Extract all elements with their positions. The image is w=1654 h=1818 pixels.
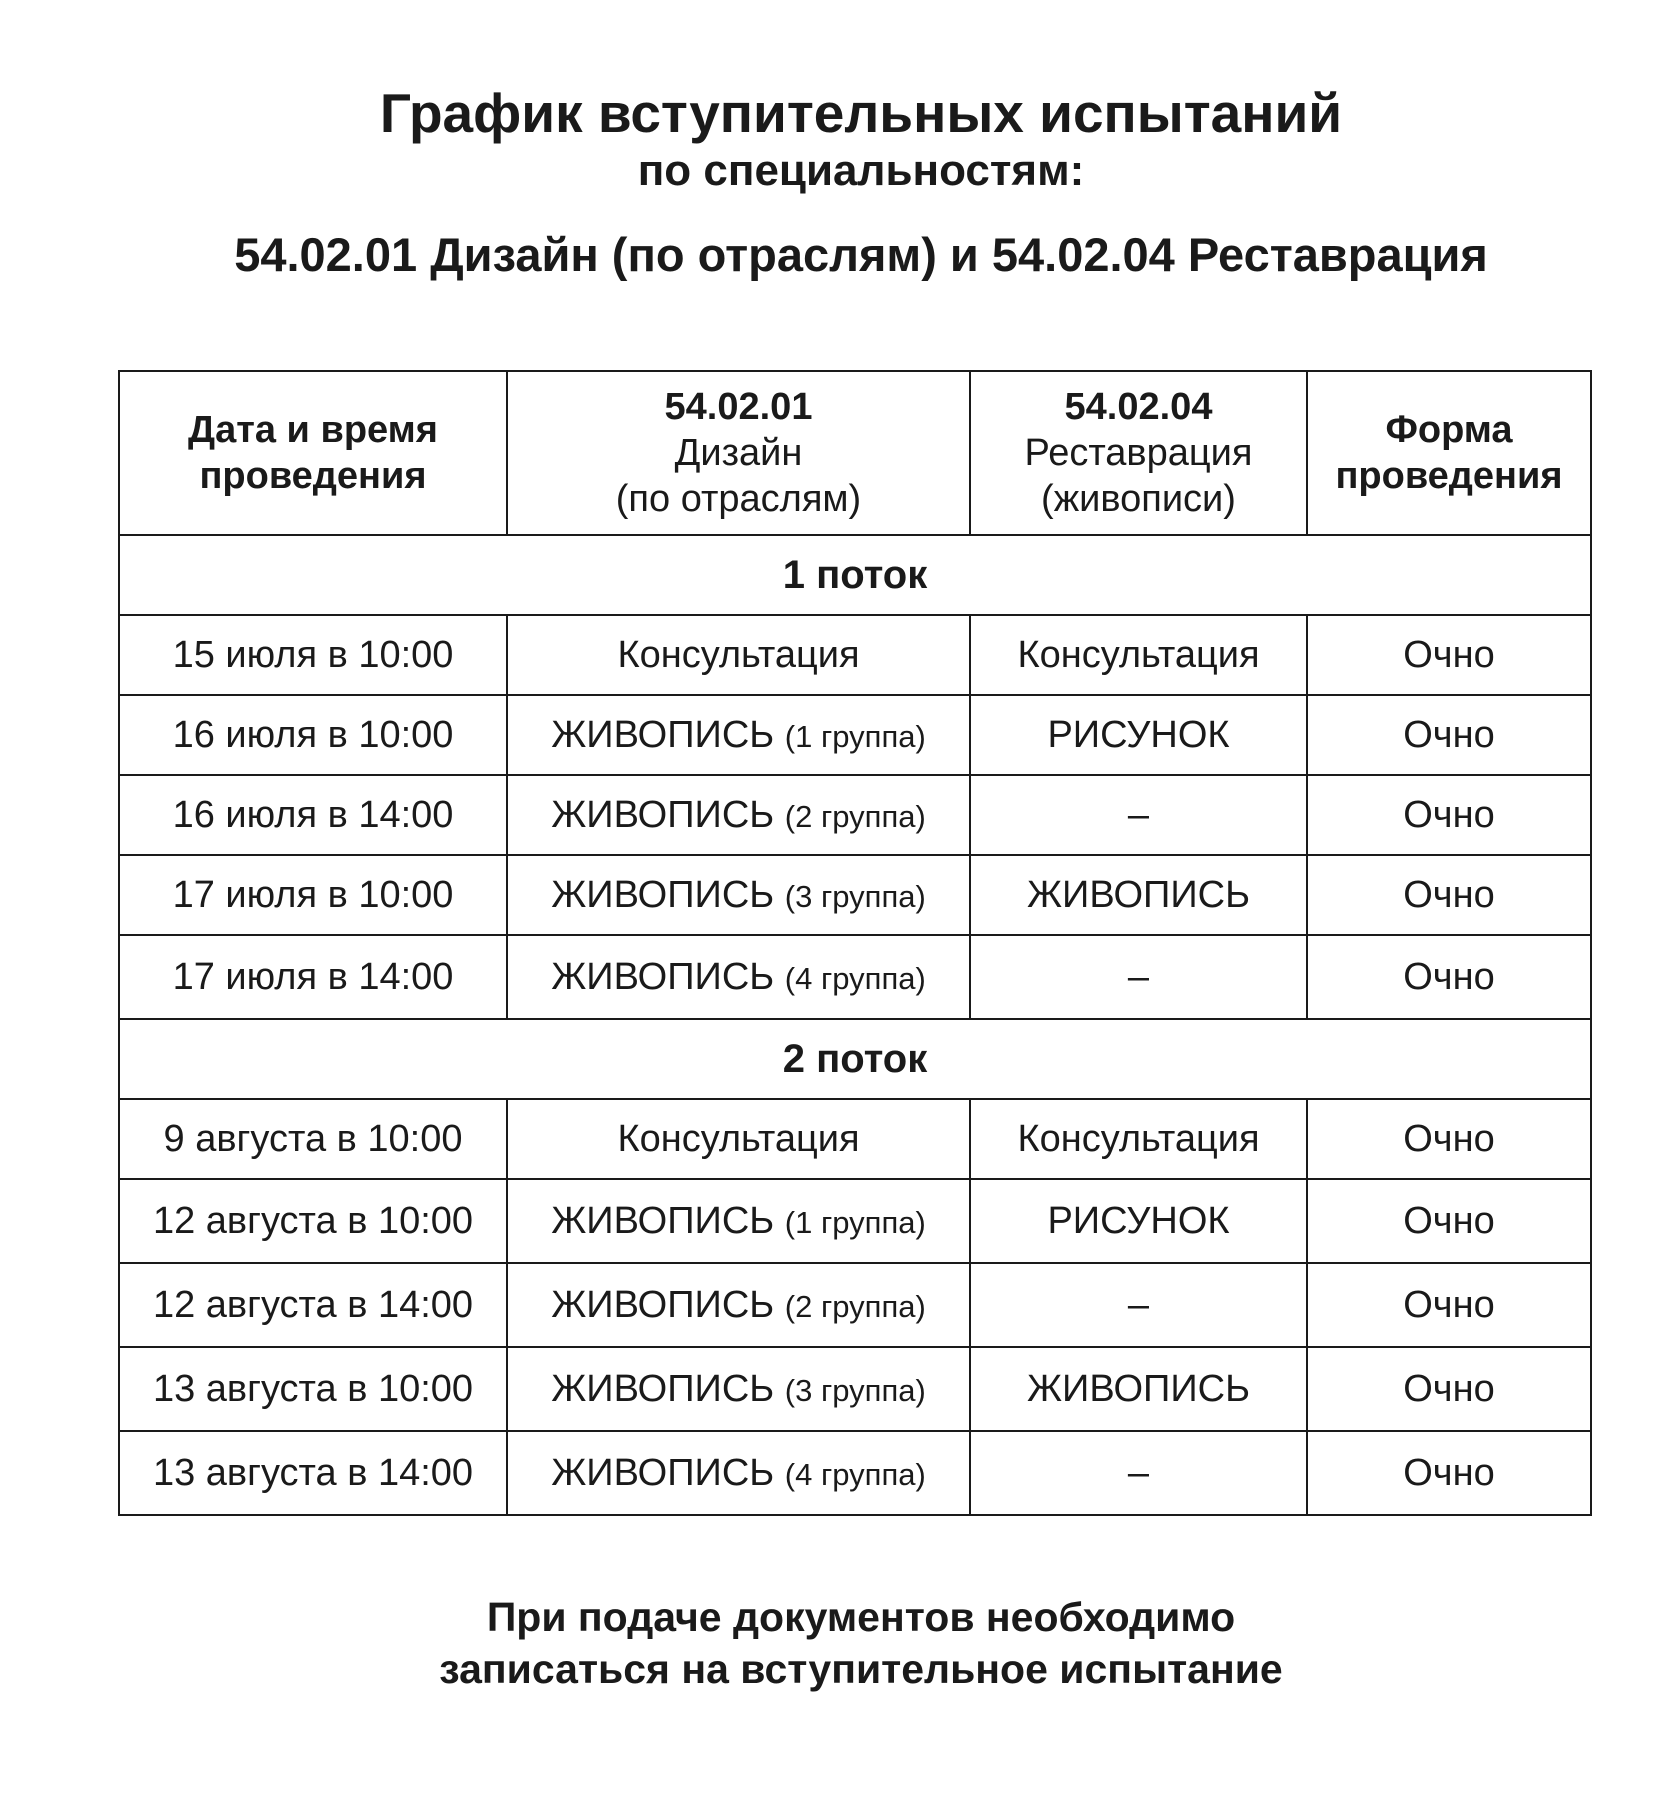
design-exam: ЖИВОПИСЬ (551, 793, 775, 836)
header-form-line2: проведения (1335, 455, 1563, 497)
design-group: (2 группа) (784, 798, 926, 834)
cell-design (507, 855, 970, 935)
header-design (507, 371, 970, 535)
header-date-line2: проведения (199, 455, 427, 497)
specialties-title: 54.02.01 Дизайн (по отраслям) и 54.02.04 Реставрация (234, 228, 1488, 281)
cell-date: 12 августа в 10:00 (119, 1179, 507, 1263)
design-group: (3 группа) (784, 1372, 926, 1408)
design-group: (3 группа) (784, 878, 926, 914)
table-header-row (119, 371, 1591, 535)
cell-restoration: – (970, 1263, 1307, 1347)
section-label: 1 поток (119, 535, 1591, 615)
design-exam: Консультация (617, 633, 860, 676)
cell-design (507, 1179, 970, 1263)
header-resto-name: Реставрация (1024, 432, 1253, 474)
table-row (119, 1347, 1591, 1431)
table-row (119, 1099, 1591, 1179)
design-group: (1 группа) (784, 718, 926, 754)
cell-form: Очно (1307, 855, 1591, 935)
design-exam: ЖИВОПИСЬ (551, 955, 775, 998)
header-resto-code: 54.02.04 (1064, 386, 1213, 428)
cell-date: 9 августа в 10:00 (119, 1099, 507, 1179)
design-exam: Консультация (617, 1117, 860, 1160)
table-row (119, 1263, 1591, 1347)
table-row (119, 855, 1591, 935)
section-row (119, 1019, 1591, 1099)
cell-restoration: РИСУНОК (970, 1179, 1307, 1263)
design-exam: ЖИВОПИСЬ (551, 713, 775, 756)
section-row (119, 535, 1591, 615)
cell-restoration: ЖИВОПИСЬ (970, 1347, 1307, 1431)
cell-form: Очно (1307, 1179, 1591, 1263)
header-restoration (970, 371, 1307, 535)
cell-form: Очно (1307, 615, 1591, 695)
cell-form: Очно (1307, 1347, 1591, 1431)
header-date-line1: Дата и время (188, 409, 438, 451)
cell-restoration: ЖИВОПИСЬ (970, 855, 1307, 935)
header-form (1307, 371, 1591, 535)
header-design-name: Дизайн (674, 432, 803, 474)
section-label: 2 поток (119, 1019, 1591, 1099)
cell-restoration: – (970, 1431, 1307, 1515)
cell-date: 16 июля в 14:00 (119, 775, 507, 855)
cell-date: 13 августа в 14:00 (119, 1431, 507, 1515)
page-title: График вступительных испытаний (379, 82, 1343, 144)
design-exam: ЖИВОПИСЬ (551, 1199, 775, 1242)
header-design-code: 54.02.01 (664, 386, 813, 428)
cell-date: 17 июля в 10:00 (119, 855, 507, 935)
exam-schedule-table (118, 370, 1592, 1516)
cell-form: Очно (1307, 935, 1591, 1019)
design-exam: ЖИВОПИСЬ (551, 1451, 775, 1494)
table-row (119, 1179, 1591, 1263)
header-design-note: (по отраслям) (615, 478, 862, 520)
cell-design (507, 775, 970, 855)
cell-form: Очно (1307, 695, 1591, 775)
table-row (119, 1431, 1591, 1515)
design-group: (2 группа) (784, 1288, 926, 1324)
footer-note-line2: записаться на вступительное испытание (439, 1646, 1283, 1692)
design-group: (4 группа) (784, 960, 926, 996)
design-exam: ЖИВОПИСЬ (551, 1283, 775, 1326)
cell-date: 15 июля в 10:00 (119, 615, 507, 695)
table-row (119, 935, 1591, 1019)
cell-date: 12 августа в 14:00 (119, 1263, 507, 1347)
design-group: (1 группа) (784, 1204, 926, 1240)
cell-design (507, 1263, 970, 1347)
cell-design (507, 1099, 970, 1179)
header-form-line1: Форма (1385, 409, 1513, 451)
cell-restoration: Консультация (970, 1099, 1307, 1179)
cell-design (507, 1431, 970, 1515)
cell-date: 13 августа в 10:00 (119, 1347, 507, 1431)
cell-restoration: РИСУНОК (970, 695, 1307, 775)
cell-form: Очно (1307, 1431, 1591, 1515)
design-exam: ЖИВОПИСЬ (551, 873, 775, 916)
cell-design (507, 695, 970, 775)
header-resto-note: (живописи) (1041, 478, 1236, 520)
table-row (119, 775, 1591, 855)
cell-restoration: Консультация (970, 615, 1307, 695)
cell-date: 17 июля в 14:00 (119, 935, 507, 1019)
design-exam: ЖИВОПИСЬ (551, 1367, 775, 1410)
cell-design (507, 615, 970, 695)
cell-form: Очно (1307, 1099, 1591, 1179)
header-date (119, 371, 507, 535)
cell-restoration: – (970, 775, 1307, 855)
cell-form: Очно (1307, 1263, 1591, 1347)
cell-date: 16 июля в 10:00 (119, 695, 507, 775)
page-subtitle: по специальностям: (637, 146, 1085, 195)
table-row (119, 695, 1591, 775)
table-row (119, 615, 1591, 695)
cell-design (507, 1347, 970, 1431)
footer-note-line1: При подаче документов необходимо (486, 1594, 1236, 1640)
cell-restoration: – (970, 935, 1307, 1019)
design-group: (4 группа) (784, 1456, 926, 1492)
cell-form: Очно (1307, 775, 1591, 855)
cell-design (507, 935, 970, 1019)
